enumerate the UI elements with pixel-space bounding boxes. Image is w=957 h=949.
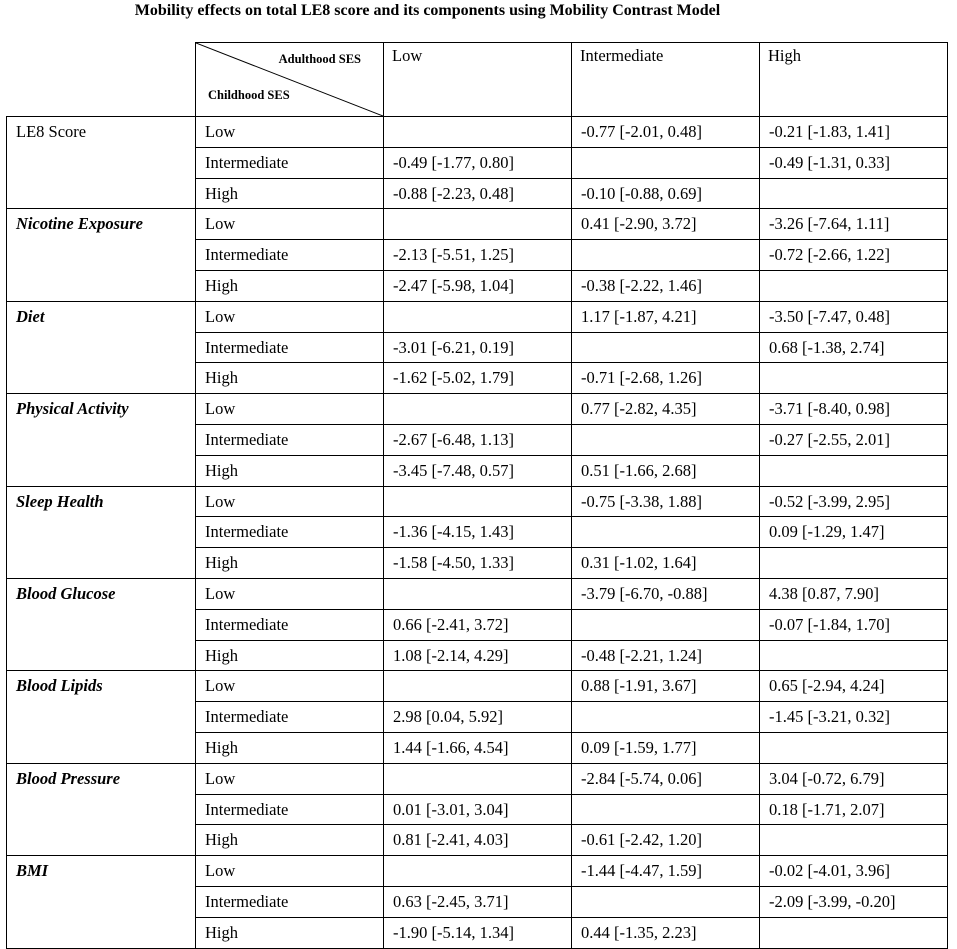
table-row <box>7 671 948 702</box>
value-cell <box>384 763 572 794</box>
table-title: Mobility effects on total LE8 score and its components using Mobility Contrast Model <box>134 2 721 19</box>
childhood-ses-cell: Low <box>196 394 384 425</box>
table-row <box>7 394 948 425</box>
value-cell <box>384 486 572 517</box>
column-header-intermediate: Intermediate <box>572 43 760 117</box>
value-cell: -1.45 [-3.21, 0.32] <box>760 702 948 733</box>
value-cell <box>760 825 948 856</box>
childhood-ses-cell: Low <box>196 117 384 148</box>
value-cell: -0.71 [-2.68, 1.26] <box>572 363 760 394</box>
value-cell: -3.50 [-7.47, 0.48] <box>760 301 948 332</box>
value-cell: -3.79 [-6.70, -0.88] <box>572 578 760 609</box>
value-cell: -0.77 [-2.01, 0.48] <box>572 117 760 148</box>
value-cell <box>572 147 760 178</box>
value-cell <box>572 424 760 455</box>
value-cell: 1.17 [-1.87, 4.21] <box>572 301 760 332</box>
value-cell: -1.36 [-4.15, 1.43] <box>384 517 572 548</box>
value-cell: 4.38 [0.87, 7.90] <box>760 578 948 609</box>
value-cell <box>760 178 948 209</box>
value-cell: 0.44 [-1.35, 2.23] <box>572 917 760 948</box>
column-header-high: High <box>760 43 948 117</box>
childhood-ses-cell: Low <box>196 301 384 332</box>
value-cell <box>572 702 760 733</box>
childhood-ses-cell: High <box>196 732 384 763</box>
value-cell: 0.51 [-1.66, 2.68] <box>572 455 760 486</box>
value-cell: 1.44 [-1.66, 4.54] <box>384 732 572 763</box>
childhood-ses-cell: Low <box>196 486 384 517</box>
table-row <box>7 856 948 887</box>
mobility-contrast-table <box>6 42 948 949</box>
value-cell: -2.84 [-5.74, 0.06] <box>572 763 760 794</box>
value-cell: 0.81 [-2.41, 4.03] <box>384 825 572 856</box>
value-cell <box>572 332 760 363</box>
childhood-ses-cell: High <box>196 363 384 394</box>
outcome-label: Sleep Health <box>7 486 196 578</box>
value-cell: -1.62 [-5.02, 1.79] <box>384 363 572 394</box>
table-row <box>7 486 948 517</box>
value-cell: -0.38 [-2.22, 1.46] <box>572 270 760 301</box>
value-cell: -2.13 [-5.51, 1.25] <box>384 240 572 271</box>
value-cell <box>384 856 572 887</box>
childhood-ses-cell: High <box>196 270 384 301</box>
value-cell <box>760 548 948 579</box>
outcome-label: Physical Activity <box>7 394 196 486</box>
value-cell: 0.88 [-1.91, 3.67] <box>572 671 760 702</box>
childhood-ses-cell: High <box>196 825 384 856</box>
value-cell <box>760 270 948 301</box>
table-row <box>7 209 948 240</box>
value-cell: -0.75 [-3.38, 1.88] <box>572 486 760 517</box>
value-cell: 0.09 [-1.59, 1.77] <box>572 732 760 763</box>
value-cell <box>384 671 572 702</box>
value-cell <box>572 794 760 825</box>
value-cell: -0.72 [-2.66, 1.22] <box>760 240 948 271</box>
value-cell: -0.48 [-2.21, 1.24] <box>572 640 760 671</box>
childhood-ses-cell: Intermediate <box>196 886 384 917</box>
value-cell <box>572 609 760 640</box>
value-cell: -0.88 [-2.23, 0.48] <box>384 178 572 209</box>
column-header-low: Low <box>384 43 572 117</box>
childhood-ses-cell: Low <box>196 578 384 609</box>
value-cell: -2.67 [-6.48, 1.13] <box>384 424 572 455</box>
value-cell: -1.44 [-4.47, 1.59] <box>572 856 760 887</box>
childhood-ses-cell: Intermediate <box>196 424 384 455</box>
childhood-ses-cell: Intermediate <box>196 794 384 825</box>
childhood-ses-cell: Low <box>196 856 384 887</box>
value-cell: -3.26 [-7.64, 1.11] <box>760 209 948 240</box>
value-cell <box>760 363 948 394</box>
value-cell: -0.07 [-1.84, 1.70] <box>760 609 948 640</box>
value-cell: -0.49 [-1.77, 0.80] <box>384 147 572 178</box>
childhood-ses-cell: Intermediate <box>196 147 384 178</box>
outcome-label: LE8 Score <box>7 117 196 209</box>
table-row <box>7 578 948 609</box>
value-cell: -3.01 [-6.21, 0.19] <box>384 332 572 363</box>
outcome-label: BMI <box>7 856 196 948</box>
value-cell <box>384 117 572 148</box>
childhood-ses-cell: High <box>196 917 384 948</box>
childhood-ses-cell: Low <box>196 763 384 794</box>
outcome-label: Diet <box>7 301 196 393</box>
value-cell: 0.65 [-2.94, 4.24] <box>760 671 948 702</box>
diagonal-header-cell <box>196 43 384 117</box>
value-cell: -0.61 [-2.42, 1.20] <box>572 825 760 856</box>
childhood-ses-cell: High <box>196 548 384 579</box>
value-cell: 3.04 [-0.72, 6.79] <box>760 763 948 794</box>
value-cell <box>384 209 572 240</box>
value-cell: 0.31 [-1.02, 1.64] <box>572 548 760 579</box>
value-cell: 0.66 [-2.41, 3.72] <box>384 609 572 640</box>
outcome-label: Blood Pressure <box>7 763 196 855</box>
value-cell: -2.47 [-5.98, 1.04] <box>384 270 572 301</box>
adulthood-ses-label: Adulthood SES <box>278 52 361 66</box>
header-row <box>7 43 948 117</box>
value-cell: 0.01 [-3.01, 3.04] <box>384 794 572 825</box>
value-cell: 0.77 [-2.82, 4.35] <box>572 394 760 425</box>
value-cell: -0.27 [-2.55, 2.01] <box>760 424 948 455</box>
childhood-ses-cell: Intermediate <box>196 702 384 733</box>
value-cell: -0.52 [-3.99, 2.95] <box>760 486 948 517</box>
value-cell <box>384 394 572 425</box>
value-cell <box>572 886 760 917</box>
value-cell: 0.41 [-2.90, 3.72] <box>572 209 760 240</box>
value-cell <box>384 578 572 609</box>
childhood-ses-cell: High <box>196 640 384 671</box>
value-cell: 2.98 [0.04, 5.92] <box>384 702 572 733</box>
value-cell <box>384 301 572 332</box>
table-row <box>7 117 948 148</box>
table-row <box>7 763 948 794</box>
value-cell <box>760 917 948 948</box>
value-cell: -0.10 [-0.88, 0.69] <box>572 178 760 209</box>
value-cell: 0.18 [-1.71, 2.07] <box>760 794 948 825</box>
childhood-ses-cell: Intermediate <box>196 240 384 271</box>
value-cell: -1.90 [-5.14, 1.34] <box>384 917 572 948</box>
childhood-ses-cell: Intermediate <box>196 517 384 548</box>
value-cell: -3.71 [-8.40, 0.98] <box>760 394 948 425</box>
value-cell: 1.08 [-2.14, 4.29] <box>384 640 572 671</box>
value-cell: -1.58 [-4.50, 1.33] <box>384 548 572 579</box>
value-cell: -0.49 [-1.31, 0.33] <box>760 147 948 178</box>
value-cell: 0.68 [-1.38, 2.74] <box>760 332 948 363</box>
childhood-ses-cell: Intermediate <box>196 332 384 363</box>
childhood-ses-cell: High <box>196 178 384 209</box>
childhood-ses-cell: Low <box>196 209 384 240</box>
value-cell: -0.02 [-4.01, 3.96] <box>760 856 948 887</box>
outcome-label: Blood Glucose <box>7 578 196 670</box>
value-cell: -3.45 [-7.48, 0.57] <box>384 455 572 486</box>
value-cell <box>760 640 948 671</box>
childhood-ses-cell: Low <box>196 671 384 702</box>
corner-blank <box>7 43 196 117</box>
outcome-label: Nicotine Exposure <box>7 209 196 301</box>
value-cell: 0.09 [-1.29, 1.47] <box>760 517 948 548</box>
value-cell: 0.63 [-2.45, 3.71] <box>384 886 572 917</box>
table-row <box>7 301 948 332</box>
value-cell: -0.21 [-1.83, 1.41] <box>760 117 948 148</box>
value-cell: -2.09 [-3.99, -0.20] <box>760 886 948 917</box>
childhood-ses-cell: High <box>196 455 384 486</box>
outcome-label: Blood Lipids <box>7 671 196 763</box>
childhood-ses-cell: Intermediate <box>196 609 384 640</box>
value-cell <box>760 732 948 763</box>
value-cell <box>760 455 948 486</box>
value-cell <box>572 240 760 271</box>
childhood-ses-label: Childhood SES <box>208 88 290 102</box>
value-cell <box>572 517 760 548</box>
